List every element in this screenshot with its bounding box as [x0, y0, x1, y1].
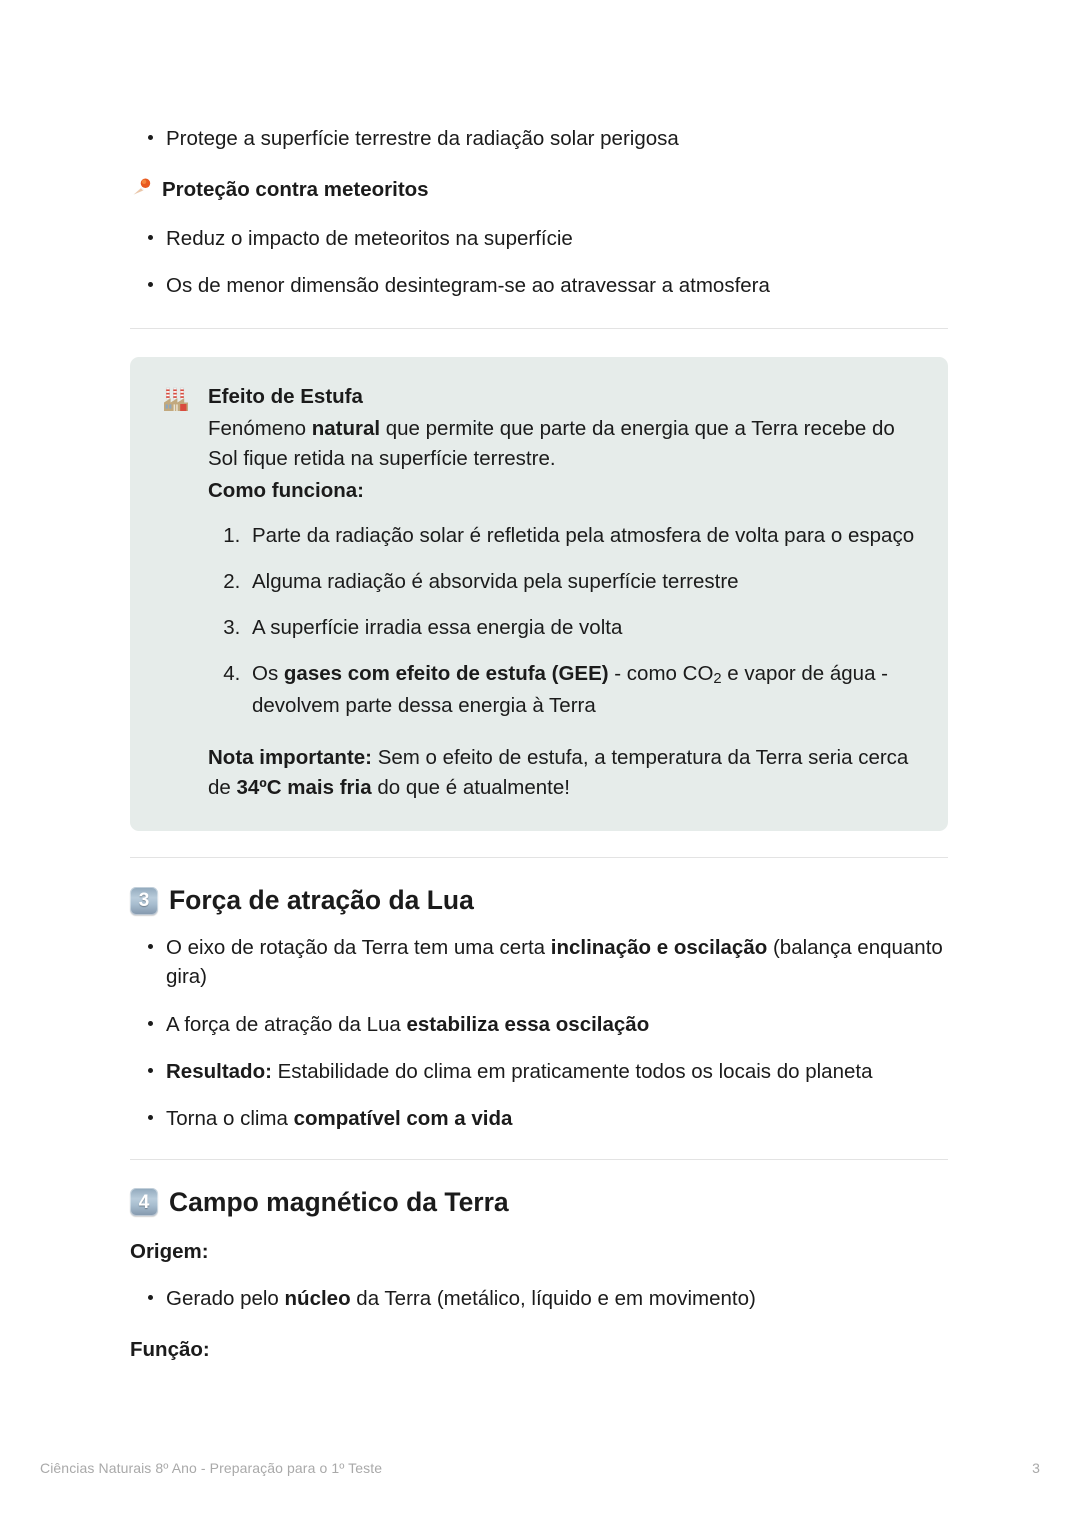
- list-item: [130, 124, 948, 153]
- meteorite-protection-heading: [130, 175, 948, 204]
- callout-paragraph-after: que permite que parte da energia que a Terra recebe do Sol fique retida na superfície terrestre.: [208, 417, 895, 471]
- list-item: [130, 1284, 948, 1313]
- callout-note: [208, 743, 918, 803]
- list-item-after: da Terra (metálico, líquido e em movimento): [350, 1287, 756, 1311]
- list-item-after: Estabilidade do clima em praticamente todos os locais do planeta: [271, 1059, 873, 1083]
- factory-icon: [160, 383, 192, 415]
- footer-title: Ciências Naturais 8º Ano - Preparação para o 1º Teste: [40, 1460, 383, 1476]
- list-item-text: Os de menor dimensão desintegram-se ao atravessar a atmosfera: [166, 274, 770, 298]
- list-item: [246, 521, 918, 551]
- step-bold: gases com efeito de estufa (GEE): [283, 661, 609, 685]
- greenhouse-effect-callout: [130, 357, 948, 831]
- list-item-bold: Resultado:: [166, 1059, 272, 1083]
- page-footer: [40, 1460, 1040, 1476]
- footer-page-number: 3: [1032, 1460, 1040, 1476]
- list-item-after: (balança enquanto gira): [166, 936, 943, 989]
- step-text: Parte da radiação solar é refletida pela atmosfera de volta para o espaço: [252, 523, 915, 547]
- callout-note-label: Nota importante:: [208, 745, 372, 769]
- list-item-text: Reduz o impacto de meteoritos na superfície: [166, 227, 573, 251]
- keycap-four-number: 4: [138, 1191, 150, 1213]
- callout-subtitle: Como funciona:: [208, 479, 365, 503]
- list-item: [130, 933, 948, 991]
- list-item-before: O eixo de rotação da Terra tem uma certa: [166, 936, 551, 960]
- callout-paragraph: [208, 414, 918, 474]
- meteorite-protection-heading-text: Proteção contra meteoritos: [162, 178, 429, 202]
- list-item-before: Gerado pelo: [166, 1287, 285, 1311]
- callout-note-bold: 34ºC mais fria: [236, 776, 372, 800]
- list-item: [130, 271, 948, 300]
- page-content: [130, 124, 948, 1364]
- list-item: [130, 1057, 948, 1086]
- atmosphere-protection-list: [130, 124, 948, 153]
- step-mid: - como CO: [608, 661, 714, 685]
- comet-icon: [130, 175, 153, 198]
- section-heading-4-text: Campo magnético da Terra: [169, 1186, 509, 1217]
- list-item-bold: núcleo: [284, 1287, 351, 1311]
- section-heading-3: [130, 884, 948, 917]
- keycap-three-icon: [130, 887, 158, 915]
- magnetic-field-origin-list: [130, 1284, 948, 1313]
- list-item-bold: inclinação e oscilação: [550, 936, 768, 960]
- step-suffix: e vapor de água - devolvem parte dessa energia à Terra: [252, 661, 889, 717]
- keycap-three-number: 3: [138, 890, 150, 912]
- list-item: [246, 659, 918, 721]
- step-text: Alguma radiação é absorvida pela superfície terrestre: [252, 569, 739, 593]
- section-heading-4: [130, 1186, 948, 1219]
- moon-attraction-list: [130, 933, 948, 1133]
- section-heading-3-text: Força de atração da Lua: [169, 885, 474, 916]
- keycap-four-icon: [130, 1188, 158, 1216]
- step-subscript: 2: [713, 671, 722, 688]
- list-item-before: A força de atração da Lua: [166, 1012, 407, 1036]
- list-item: [246, 567, 918, 597]
- list-item: [130, 1104, 948, 1133]
- function-label: Função:: [130, 1338, 210, 1362]
- list-item-before: Torna o clima: [166, 1106, 294, 1130]
- list-item-text: Protege a superfície terrestre da radiação solar perigosa: [166, 127, 679, 150]
- callout-paragraph-before: Fenómeno: [208, 417, 312, 441]
- callout-paragraph-bold: natural: [311, 417, 381, 441]
- list-item-bold: estabiliza essa oscilação: [406, 1012, 650, 1036]
- origin-label: Origem:: [130, 1239, 209, 1263]
- list-item-bold: compatível com a vida: [293, 1106, 513, 1130]
- list-item: [130, 224, 948, 253]
- list-item: [130, 1010, 948, 1039]
- step-text: A superfície irradia essa energia de volta: [252, 615, 623, 639]
- meteorite-protection-list: [130, 224, 948, 300]
- list-item: [246, 613, 918, 643]
- greenhouse-steps-list: [208, 521, 918, 721]
- callout-note-before: Sem o efeito de estufa, a temperatura da Terra seria cerca de: [208, 745, 909, 800]
- callout-note-after: do que é atualmente!: [371, 776, 570, 800]
- callout-title: Efeito de Estufa: [208, 385, 363, 409]
- step-prefix: Os: [252, 661, 284, 685]
